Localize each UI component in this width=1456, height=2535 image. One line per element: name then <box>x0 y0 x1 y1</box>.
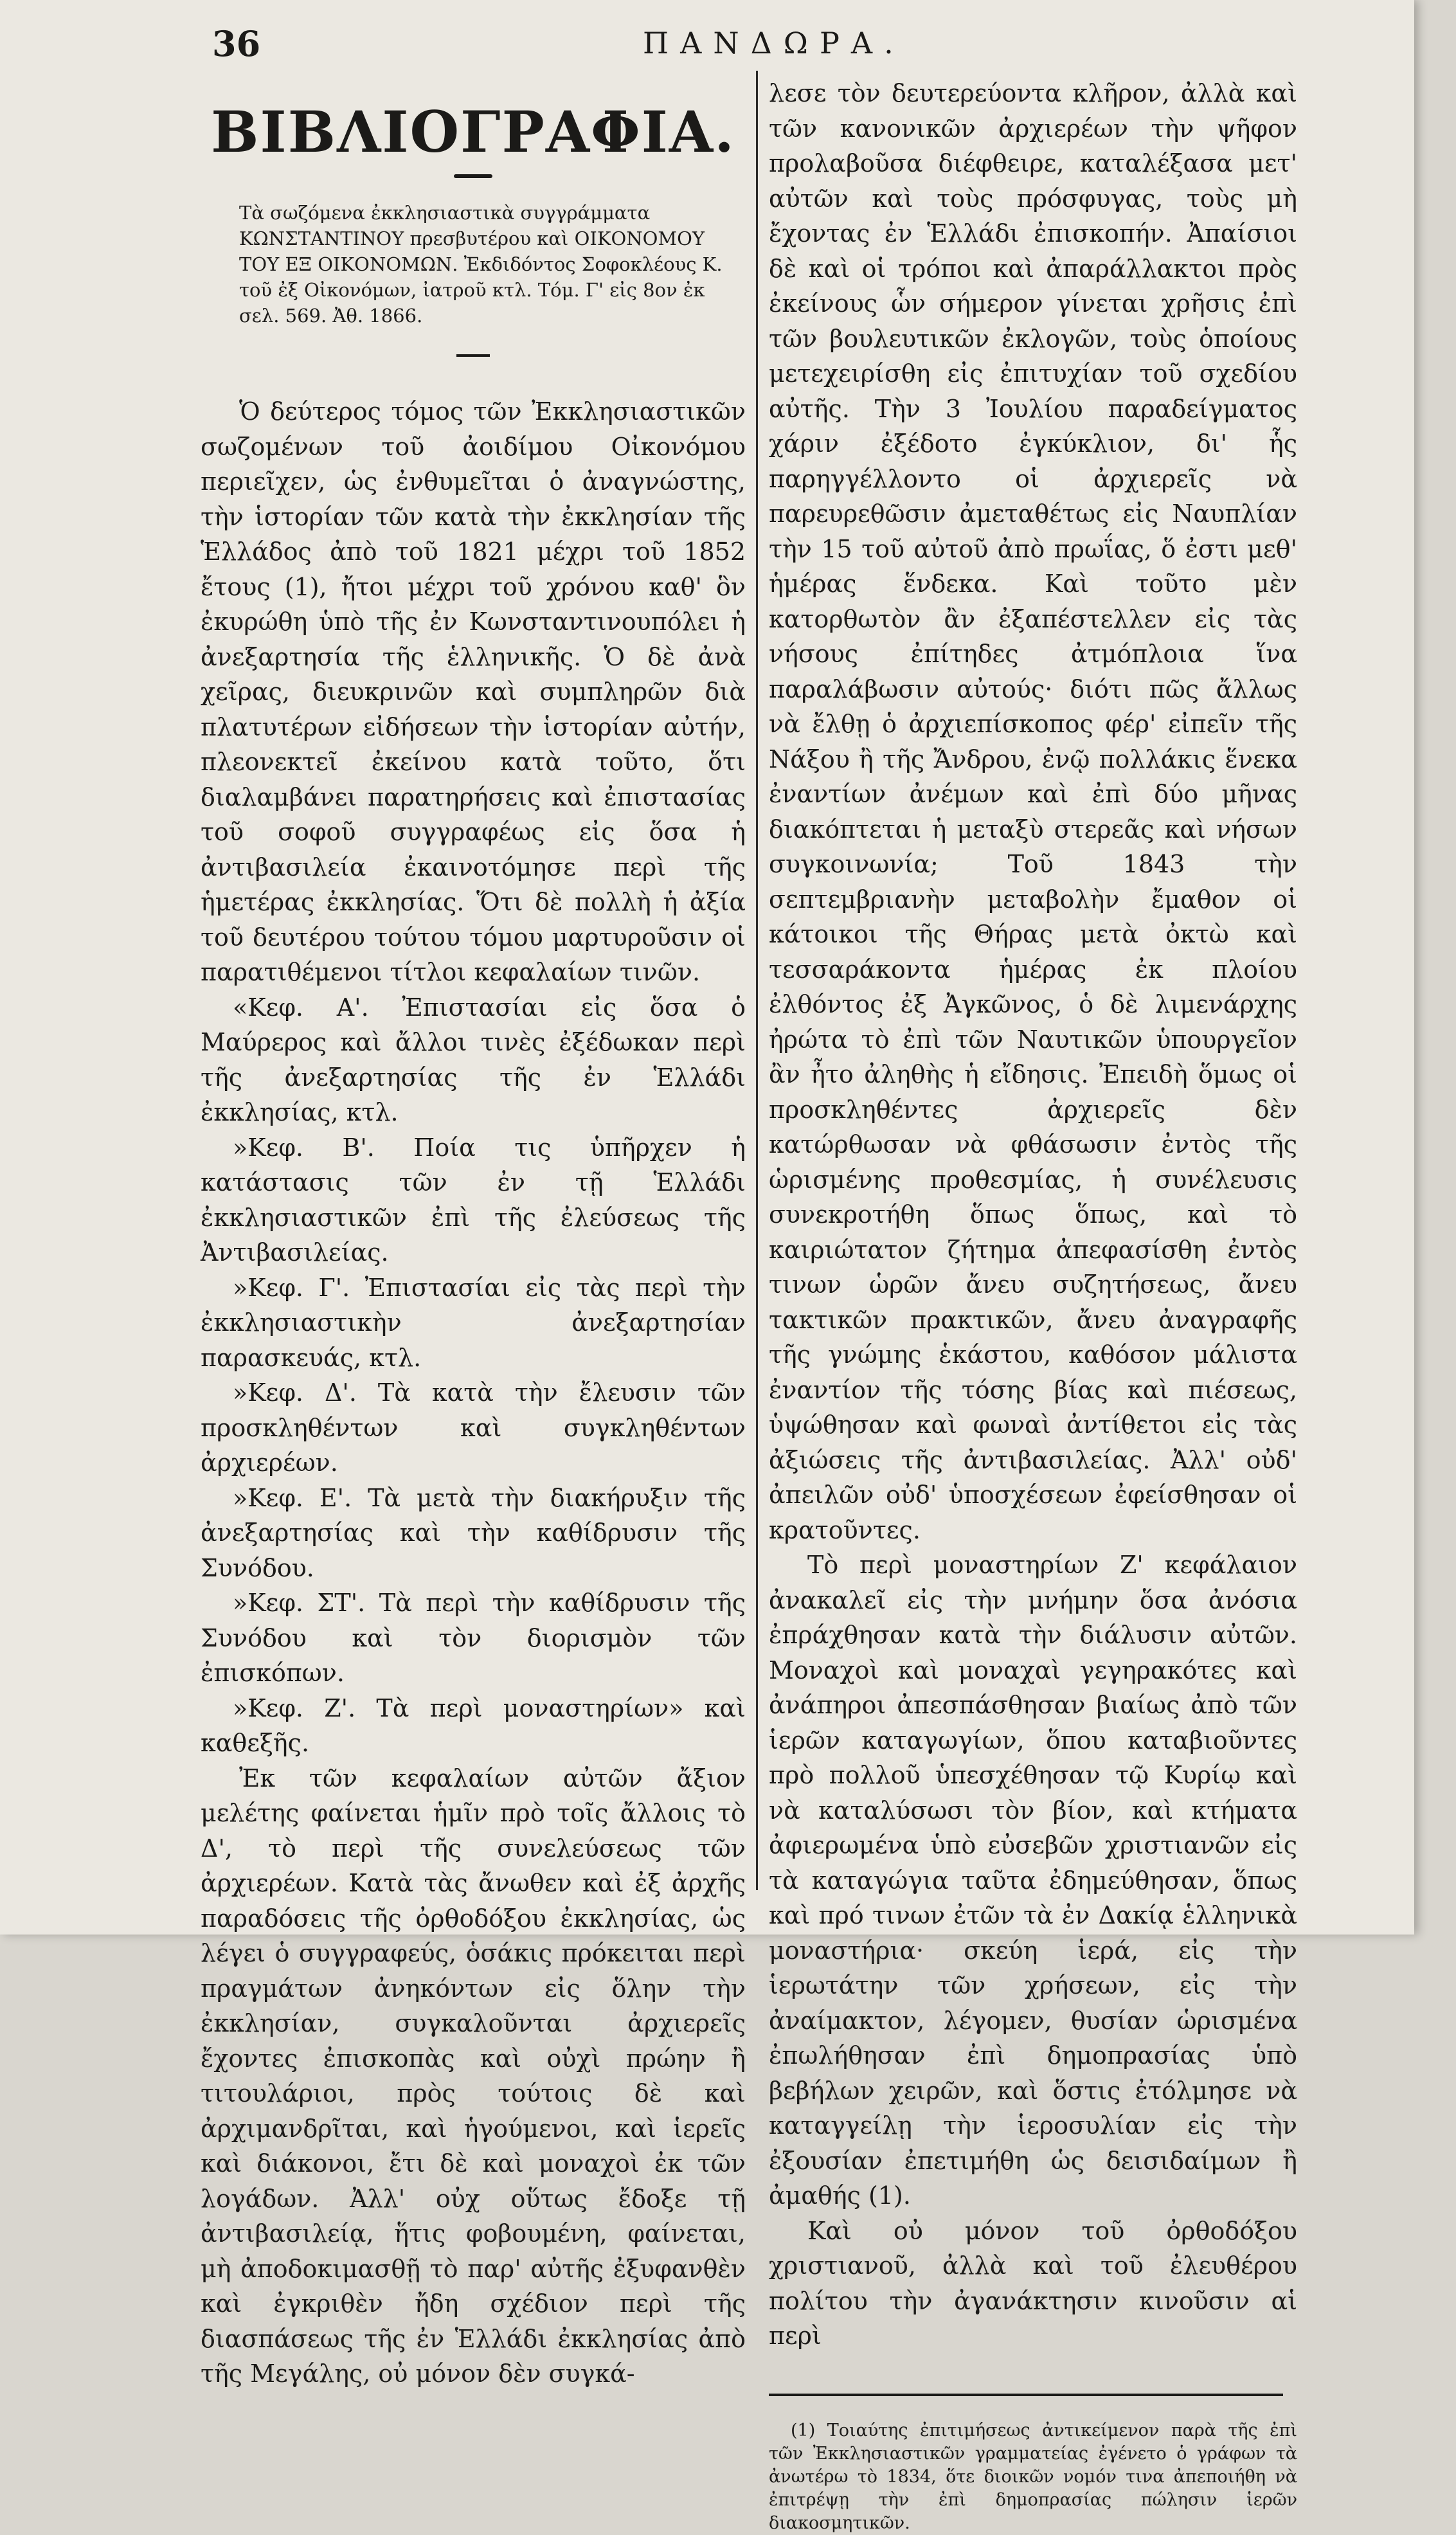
right-paragraph-2: Τὸ περὶ μοναστηρίων Ζ' κεφάλαιον ἀνακαλεῖ εἰς τὴν μνήμην ὅσα ἀνόσια ἐπράχθησαν κατὰ τὴν διάλυσιν αὐτῶν. Μοναχοὶ καὶ μοναχαὶ γεγηρακότες καὶ ἀνάπηροι ἀπεσπάσθησαν βιαίως ἀπὸ τῶν ἱερῶν καταγωγίων, ὅπου καταβιοῦντες πρὸ πολλοῦ ὑπεσχέθησαν τῷ Κυρίῳ καὶ νὰ καταλύσωσι τὸν βίον, καὶ κτήματα ἀφιερωμένα ὑπὸ εὐσεβῶν χριστιανῶν εἰς τὰ καταγώγια ταῦτα ἐδημεύθησαν, ὅπως καὶ πρό τινων ἐτῶν τὰ ἐν Δακίᾳ ἑλληνικὰ μοναστήρια· σκεύη ἱερά, εἰς τὴν ἱερωτάτην τῶν χρήσεων, εἰς τὴν ἀναίμακτον, λέγομεν, θυσίαν ὡρισμένα ἐπωλήθησαν ἐπὶ δημοπρασίας ὑπὸ βεβήλων χειρῶν, καὶ ὅστις ἐτόλμησε νὰ καταγγείλῃ τὴν ἱεροσυλίαν εἰς τὴν ἐξουσίαν ἐπετιμήθη ὡς δεισιδαίμων ἢ ἀμαθής (1). <box>769 1551 1297 2210</box>
chapter-title-st: »Κεφ. ΣΤ'. Τὰ περὶ τὴν καθίδρυσιν τῆς Συνόδου καὶ τὸν διορισμὸν τῶν ἐπισκόπων. <box>201 1589 746 1687</box>
chapter-title-d: »Κεφ. Δ'. Τὰ κατὰ τὴν ἔλευσιν τῶν προσκληθέντων καὶ συγκληθέντων ἀρχιερέων. <box>201 1378 746 1477</box>
footnote-rule <box>769 2394 1283 2396</box>
chapter-title-c: »Κεφ. Γ'. Ἐπιστασίαι εἰς τὰς περὶ τὴν ἐκκλησιαστικὴν ἀνεξαρτησίαν παρασκευάς, κτλ. <box>201 1273 746 1372</box>
right-paragraph-1: λεσε τὸν δευτερεύοντα κλῆρον, ἀλλὰ καὶ τῶν κανονικῶν ἀρχιερέων τὴν ψῆφον προλαβοῦσα διέφθειρε, καταλέξασα μετ' αὐτῶν καὶ τοὺς πρόσφυγας, τοὺς μὴ ἔχοντας ἐν Ἑλλάδι ἐπισκοπήν. Ἀπαίσιοι δὲ καὶ οἱ τρόποι καὶ ἀπαράλλακτοι πρὸς ἐκείνους ὧν σήμερον γίνεται χρῆσις ἐπὶ τῶν βουλευτικῶν ἐκλογῶν, τοὺς ὁποίους μετεχειρίσθη εἰς ἐπιτυχίαν τοῦ σχεδίου αὐτῆς. Τὴν 3 Ἰουλίου παραδείγματος χάριν ἐξέδοτο ἐγκύκλιον, δι' ἧς παρηγγέλλοντο οἱ ἀρχιερεῖς νὰ παρευρεθῶσιν ἀμεταθέτως εἰς Ναυπλίαν τὴν 15 τοῦ αὐτοῦ ἀπὸ πρωΐας, ὅ ἐστι μεθ' ἡμέρας ἕνδεκα. Καὶ τοῦτο μὲν κατορθωτὸν ἂν ἐξαπέστελλεν εἰς τὰς νήσους ἐπίτηδες ἀτμόπλοια ἵνα παραλάβωσιν αὐτούς· διότι πῶς ἄλλως νὰ ἔλθῃ ὁ ἀρχιεπίσκοπος φέρ' εἰπεῖν τῆς Νάξου ἢ τῆς Ἄνδρου, ἐνῷ πολλάκις ἕνεκα ἐναντίων ἀνέμων καὶ ἐπὶ δύο μῆνας διακόπτεται ἡ μεταξὺ στερεᾶς καὶ νήσων συγκοινωνία; Τοῦ 1843 τὴν σεπτεμβριανὴν μεταβολὴν ἔμαθον οἱ κάτοικοι τῆς Θήρας μετὰ ὀκτὼ καὶ τεσσαράκοντα ἡμέρας ἐκ πλοίου ἐλθόντος ἐξ Ἀγκῶνος, ὁ δὲ λιμενάρχης ἠρώτα τὸ ἐπὶ τῶν Ναυτικῶν ὑπουργεῖον ἂν ἦτο ἀληθὴς ἡ εἴδησις. Ἐπειδὴ ὅμως οἱ προσκληθέντες ἀρχιερεῖς δὲν κατώρθωσαν νὰ φθάσωσιν ἐντὸς τῆς ὡρισμένης προθεσμίας, ἡ συνέλευσις συνεκροτήθη ὅπως ὅπως, καὶ τὸ καιριώτατον ζήτημα ἀπεφασίσθη ἐντὸς τινων ὡρῶν ἄνευ συζητήσεως, ἄνευ τακτικῶν πρακτικῶν, ἄνευ ἀναγραφῆς τῆς γνώμης ἑκάστου, καθόσον μάλιστα ἐναντίον τῆς τόσης βίας καὶ πιέσεως, ὑψώθησαν καὶ φωναὶ ἀντίθετοι εἰς τὰς ἀξιώσεις τῆς ἀντιβασιλείας. Ἀλλ' οὐδ' ἀπειλῶν οὐδ' ὑποσχέσεων ἐφείσθησαν οἱ κρατοῦντες. <box>769 79 1297 1544</box>
left-column <box>201 74 746 2392</box>
chapter-title-e: »Κεφ. Ε'. Τὰ μετὰ τὴν διακήρυξιν τῆς ἀνεξαρτησίας καὶ τὴν καθίδρυσιν τῆς Συνόδου. <box>201 1483 746 1582</box>
chapter-title-z: »Κεφ. Ζ'. Τὰ περὶ μοναστηρίων» καὶ καθεξῆς. <box>201 1693 746 1757</box>
title-ornament <box>454 174 492 178</box>
chapter-title-a: «Κεφ. Α'. Ἐπιστασίαι εἰς ὅσα ὁ Μαύρερος καὶ ἄλλοι τινὲς ἐξέδωκαν περὶ τῆς ἀνεξαρτησίας τῆς ἐν Ἑλλάδι ἐκκλησίας, κτλ. <box>201 993 746 1126</box>
left-paragraph-2: Ἐκ τῶν κεφαλαίων αὐτῶν ἄξιον μελέτης φαίνεται ἡμῖν πρὸ τοῖς ἄλλοις τὸ Δ', τὸ περὶ τῆς συνελεύσεως τῶν ἀρχιερέων. Κατὰ τὰς ἄνωθεν καὶ ἐξ ἀρχῆς παραδόσεις τῆς ὀρθοδόξου ἐκκλησίας, ὡς λέγει ὁ συγγραφεύς, ὁσάκις πρόκειται περὶ πραγμάτων ἀνηκόντων εἰς ὅλην τὴν ἐκκλησίαν, συγκαλοῦνται ἀρχιερεῖς ἔχοντες ἐπισκοπὰς καὶ οὐχὶ πρώην ἢ τιτουλάριοι, πρὸς τούτοις δὲ καὶ ἀρχιμανδρῖται, καὶ ἡγούμενοι, καὶ ἱερεῖς καὶ διάκονοι, ἔτι δὲ καὶ μοναχοὶ ἐκ τῶν λογάδων. Ἀλλ' οὐχ οὕτως ἔδοξε τῇ ἀντιβασιλείᾳ, ἥτις φοβουμένη, φαίνεται, μὴ ἀποδοκιμασθῇ τὸ παρ' αὐτῆς ἐξυφανθὲν καὶ ἐγκριθὲν ἤδη σχέδιον περὶ τῆς διασπάσεως τῆς ἐν Ἑλλάδι ἐκκλησίας ἀπὸ τῆς Μεγάλης, οὐ μόνον δὲν συγκά- <box>201 1764 746 2388</box>
source-citation: Τὰ σωζόμενα ἐκκλησιαστικὰ συγγράμματα ΚΩΝΣΤΑΝΤΙΝΟΥ πρεσβυτέρου καὶ ΟΙΚΟΝΟΜΟΥ ΤΟΥ ΕΞ ΟΙΚΟΝΟΜΩΝ. Ἐκδιδόντος Σοφοκλέους Κ. τοῦ ἐξ Οἰκονόμων, ἰατροῦ κτλ. Τόμ. Γ' εἰς 8ον ἐκ σελ. 569. Ἀθ. 1866. <box>239 202 723 327</box>
footnote: (1) Τοιαύτης ἐπιτιμήσεως ἀντικείμενον παρὰ τῆς ἐπὶ τῶν Ἐκκλησιαστικῶν γραμματείας ἐγένετο ὁ γράφων τὰ ἀνωτέρω τὸ 1834, ὅτε διοικῶν νομόν τινα ἀπεποιήθη νὰ ἐπιτρέψῃ τὴν ἐπὶ δημοπρασίας πώλησιν ἱερῶν διακοσμητικῶν. <box>769 2420 1297 2533</box>
running-title: ΠΑΝΔΩΡΑ. <box>643 26 905 60</box>
right-paragraph-3: Καὶ οὐ μόνον τοῦ ὀρθοδόξου χριστιανοῦ, ἀλλὰ καὶ τοῦ ἐλευθέρου πολίτου τὴν ἀγανάκτησιν κινοῦσιν αἱ περὶ <box>769 2216 1297 2350</box>
separator-dash <box>456 354 490 357</box>
left-paragraph-1: Ὁ δεύτερος τόμος τῶν Ἐκκλησιαστικῶν σωζομένων τοῦ ἀοιδίμου Οἰκονόμου περιεῖχεν, ὡς ἐνθυμεῖται ὁ ἀναγνώστης, τὴν ἱστορίαν τῶν κατὰ τὴν ἐκκλησίαν τῆς Ἑλλάδος ἀπὸ τοῦ 1821 μέχρι τοῦ 1852 ἔτους (1), ἤτοι μέχρι τοῦ χρόνου καθ' ὃν ἐκυρώθη ὑπὸ τῆς ἐν Κωνσταντινουπόλει ἡ ἀνεξαρτησία τῆς ἑλληνικῆς. Ὁ δὲ ἀνὰ χεῖρας, διευκρινῶν καὶ συμπληρῶν διὰ πλατυτέρων εἰδήσεων τὴν ἱστορίαν αὐτήν, πλεονεκτεῖ ἐκείνου κατὰ τοῦτο, ὅτι διαλαμβάνει παρατηρήσεις καὶ ἐπιστασίας τοῦ σοφοῦ συγγραφέως εἰς ὅσα ἡ ἀντιβασιλεία ἐκαινοτόμησε περὶ τῆς ἡμετέρας ἐκκλησίας. Ὅτι δὲ πολλὴ ἡ ἀξία τοῦ δευτέρου τούτου τόμου μαρτυροῦσιν οἱ παρατιθέμενοι τίτλοι κεφαλαίων τινῶν. <box>201 397 746 986</box>
chapter-title-b: »Κεφ. Β'. Ποία τις ὑπῆρχεν ἡ κατάστασις τῶν ἐν τῇ Ἑλλάδι ἐκκλησιαστικῶν ἐπὶ τῆς ἐλεύσεως τῆς Ἀντιβασιλείας. <box>201 1133 746 1267</box>
page-number: 36 <box>212 23 261 64</box>
right-column <box>769 76 1297 2535</box>
column-divider <box>756 71 758 1890</box>
section-title: ΒΙΒΛΙΟΓΡΑΦΙΑ. <box>211 98 735 165</box>
